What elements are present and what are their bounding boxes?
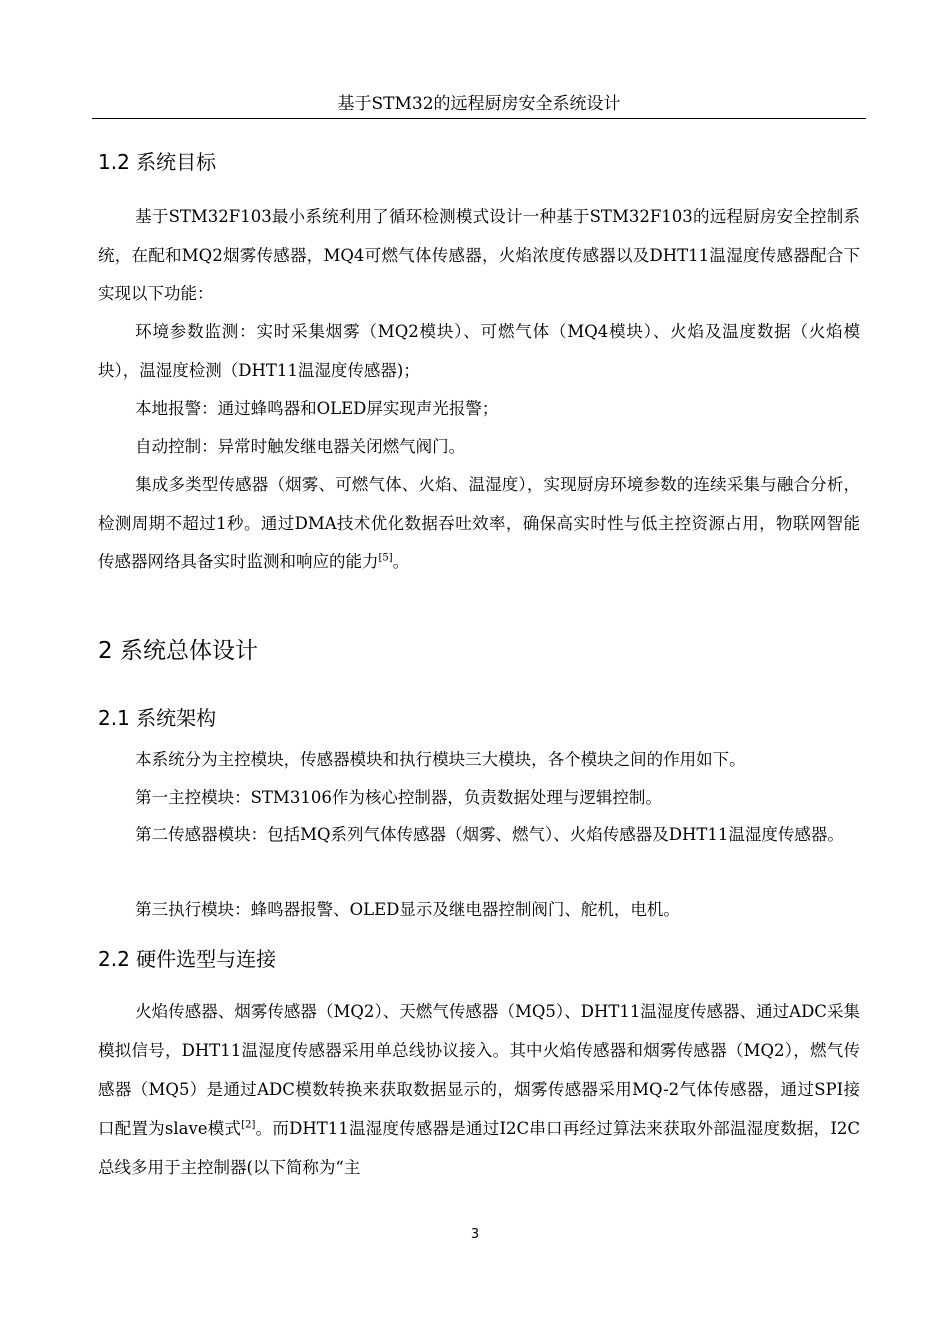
paragraph-1-2-intro: 基于STM32F103最小系统利用了循环检测模式设计一种基于STM32F103的远程厨房安全控制系统，在配和MQ2烟雾传感器，MQ4可燃气体传感器，火焰浓度传感器以及DHT11温湿度传感器配合下实现以下功能： [98,207,860,303]
paragraph-local-alarm: 本地报警：通过蜂鸣器和OLED屏实现声光报警； [135,399,499,418]
paragraph-architecture-intro: 本系统分为主控模块，传感器模块和执行模块三大模块，各个模块之间的作用如下。 [135,750,746,769]
running-header [92,92,866,119]
paragraph-hardware-end: 。而DHT11温湿度传感器是通过I2C串口再经过算法来获取外部温湿度数据，I2C总线多用于主控制器(以下简称为“主 [98,1119,861,1177]
page-number: 3 [470,1227,480,1242]
paragraph-sensor-module: 第二传感器模块：包括MQ系列气体传感器（烟雾、燃气）、火焰传感器及DHT11温湿度传感器。 [135,825,844,844]
citation-5: [5] [378,552,393,564]
paragraph-main-control: 第一主控模块：STM3106作为核心控制器，负责数据处理与逻辑控制。 [135,788,662,807]
paragraph-hardware-selection [98,992,860,1187]
paragraph-env-monitoring: 环境参数监测：实时采集烟雾（MQ2模块）、可燃气体（MQ4模块）、火焰及温度数据（火焰模块），温湿度检测（DHT11温湿度传感器)； [98,322,860,380]
heading-1-2: 1.2 系统目标 [98,150,217,174]
heading-2-1: 2.1 系统架构 [98,706,217,730]
heading-2: 2 系统总体设计 [98,638,258,664]
paragraph-sensor-integration [98,466,860,582]
paragraph-sensor-integration-text: 集成多类型传感器（烟雾、可燃气体、火焰、温湿度），实现厨房环境参数的连续采集与融合分析，检测周期不超过1秒。通过DMA技术优化数据吞吐效率，确保高实时性与低主控资源占用，物联网智能传感器网络具备实时监测和响应的能力 [98,475,860,571]
header-title: 基于STM32的远程厨房安全系统设计 [337,94,621,114]
paragraph-actuator-module: 第三执行模块：蜂鸣器报警、OLED显示及继电器控制阀门、舵机，电机。 [135,900,680,919]
paragraph-sensor-integration-end: 。 [392,552,410,571]
paragraph-hardware-text: 火焰传感器、烟雾传感器（MQ2）、天燃气传感器（MQ5）、DHT11温湿度传感器、通过ADC采集模拟信号，DHT11温湿度传感器采用单总线协议接入。其中火焰传感器和烟雾传感器（MQ2），燃气传感器（MQ5）是通过ADC模数转换来获取数据显示的，烟雾传感器采用MQ-2气体传感器，通过SPI接口配置为slave模式 [98,1002,860,1138]
heading-2-2: 2.2 硬件选型与连接 [98,947,277,971]
citation-2: [2] [241,1119,256,1131]
paragraph-auto-control: 自动控制：异常时触发继电器关闭燃气阀门。 [135,437,466,456]
